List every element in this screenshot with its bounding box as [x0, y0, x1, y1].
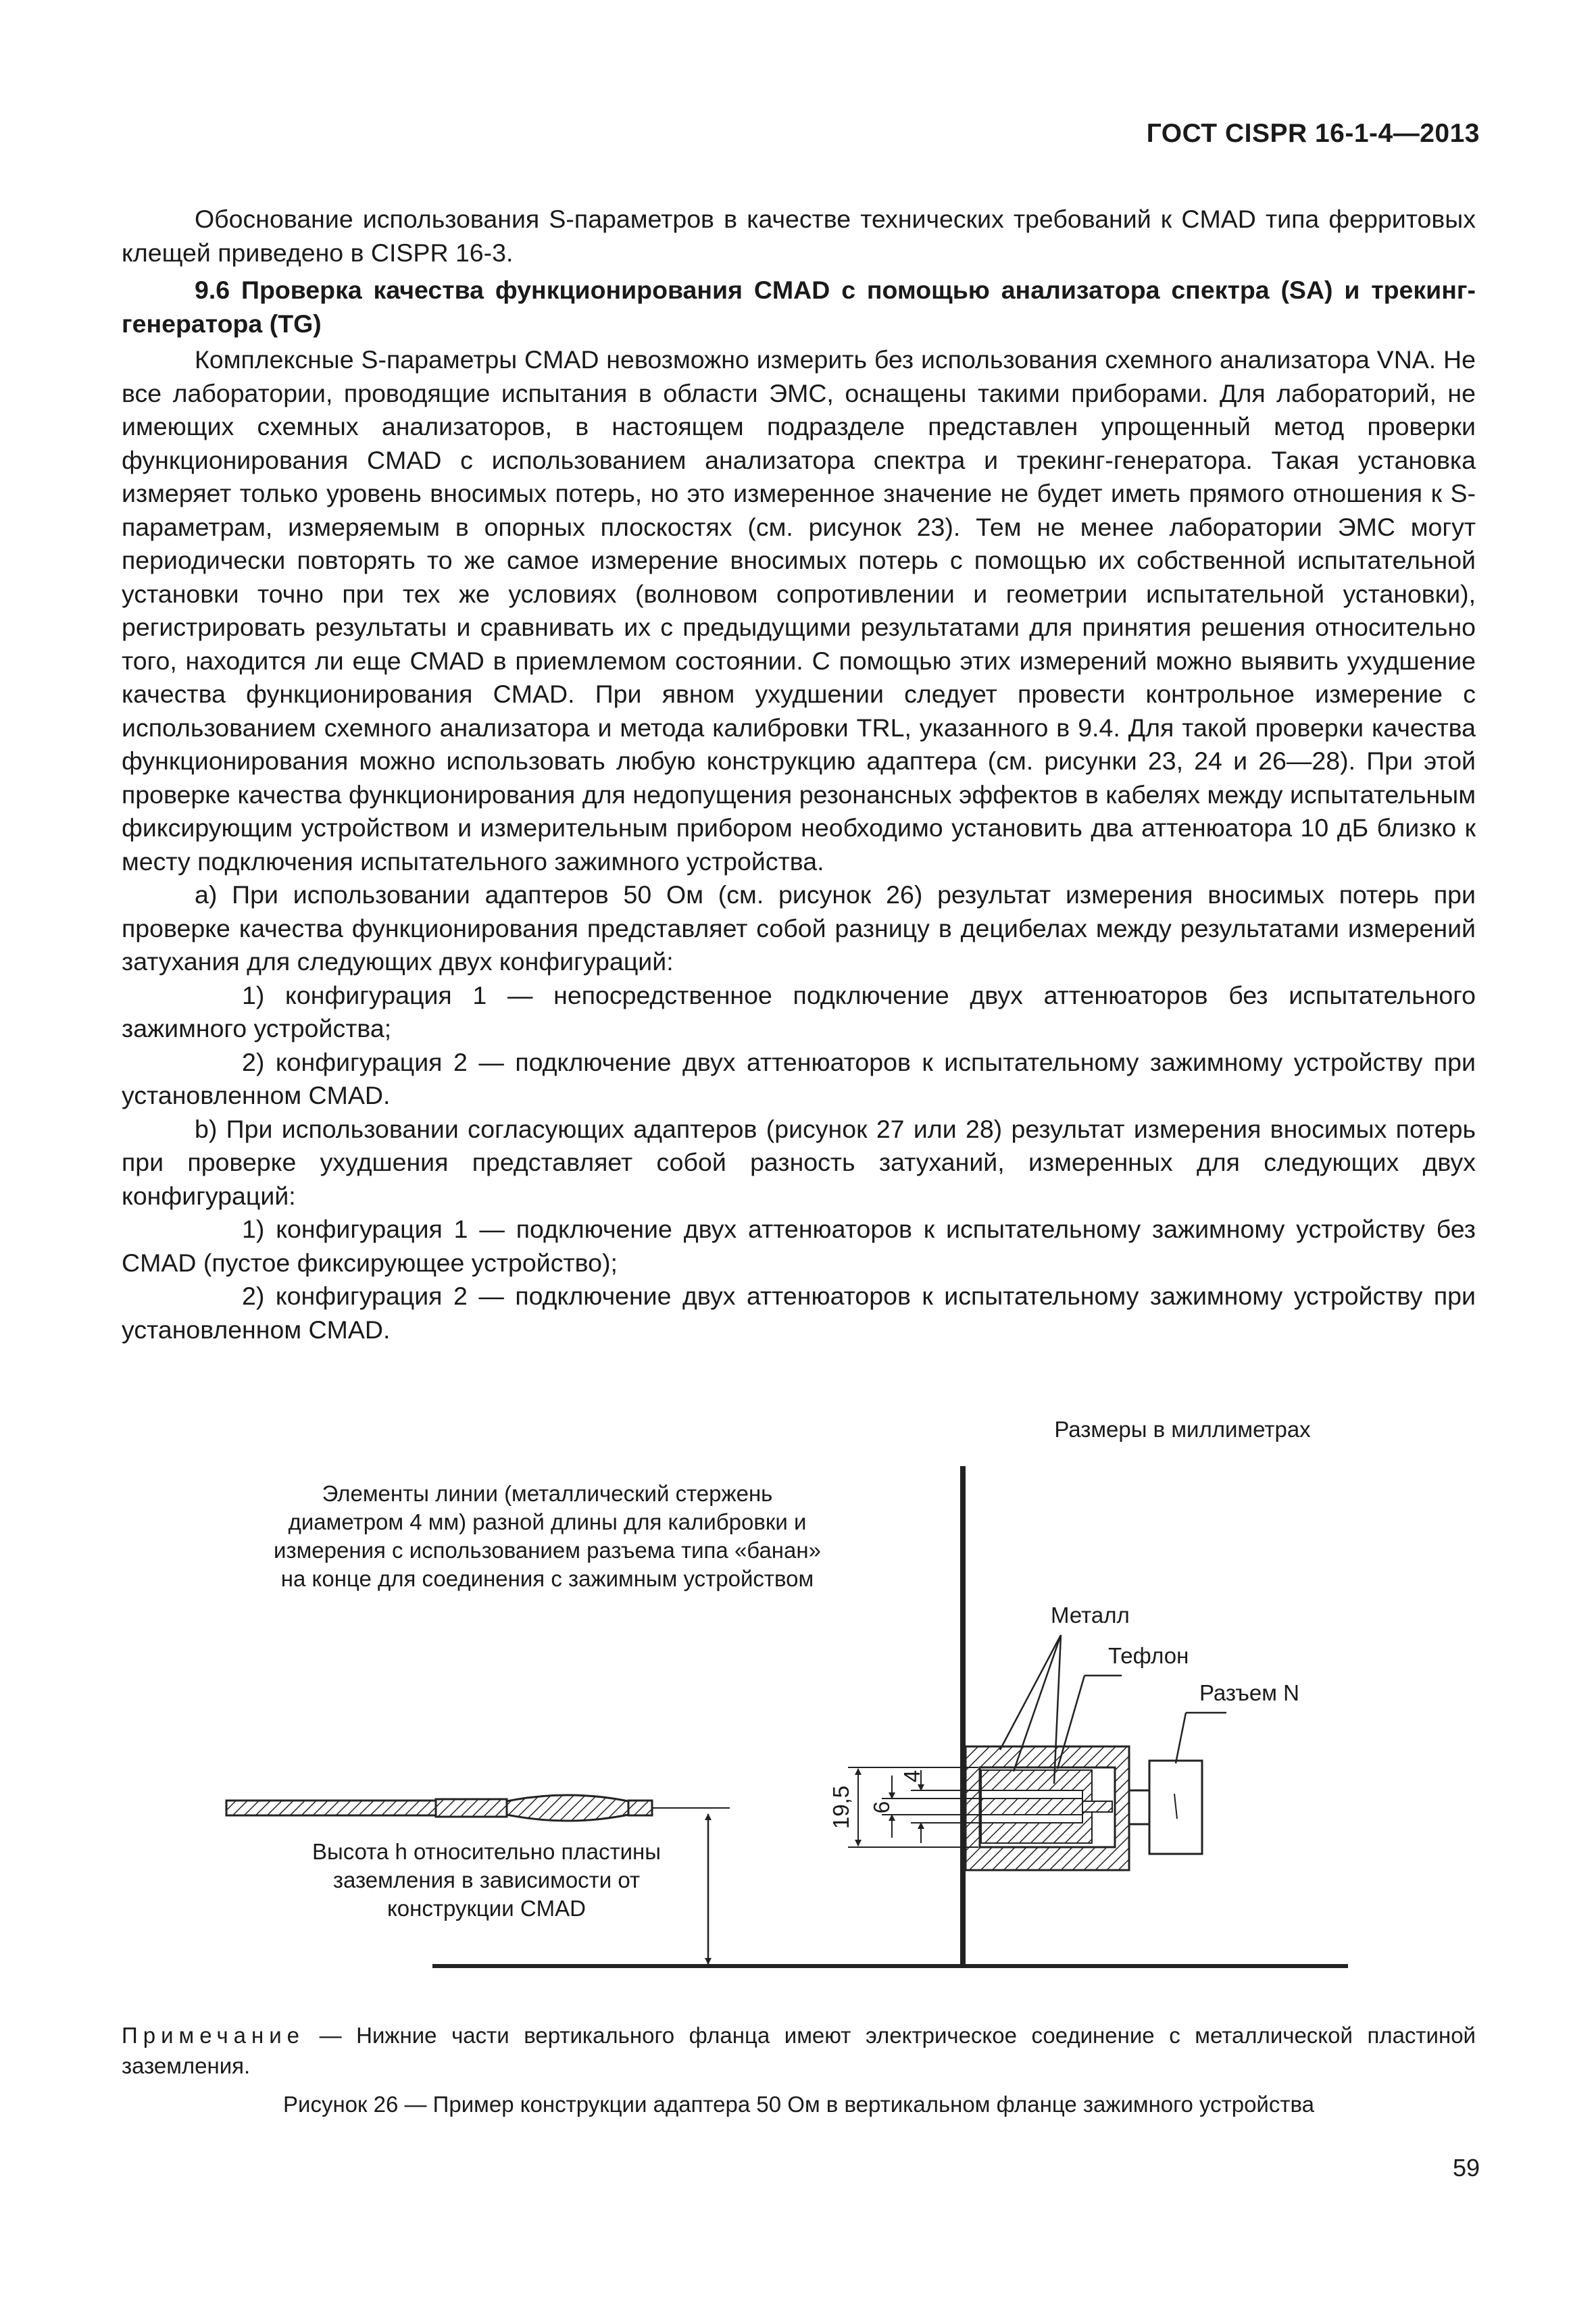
paragraph-b2: 2) конфигурация 2 — подключение двух аттенюаторов к испытательному зажимному устройству при установленном CMAD. — [122, 1282, 1476, 1344]
paragraph-a: a) При использовании адаптеров 50 Ом (см. рисунок 26) результат измерения вносимых потерь при проверке качества функционирования представляет собой разницу в децибелах между результатами измерений затухания для следующих двух конфигураций: — [122, 880, 1476, 976]
note-text: — Нижние части вертикального фланца имеют электрическое соединение с металлической пластиной заземления. — [122, 2023, 1476, 2078]
page-number: 59 — [1452, 2154, 1480, 2182]
paragraph-a2: 2) конфигурация 2 — подключение двух аттенюаторов к испытательному зажимному устройству при установленном CMAD. — [122, 1047, 1476, 1109]
dimensions-note: Размеры в миллиметрах — [1054, 1417, 1311, 1442]
figure-note — [122, 2020, 1476, 2081]
figure-26 — [0, 1405, 1596, 2000]
paragraph-a1: 1) конфигурация 1 — непосредственное подключение двух аттенюаторов без испытательного зажимного устройства; — [122, 980, 1476, 1042]
dimension-6: 6 — [869, 1801, 894, 1814]
adapter-body — [966, 1746, 1202, 1870]
label-height: Высота h относительно пластины заземления в зависимости от конструкции CMAD — [312, 1839, 661, 1921]
label-line-elements: Элементы линии (металлический стержень диаметром 4 мм) разной длины для калибровки и измерения с использованием разъема типа «банан» на конце для соединения с зажимным устройством — [274, 1481, 821, 1591]
paragraph-b1: 1) конфигурация 1 — подключение двух аттенюаторов к испытательному зажимному устройству без CMAD (пустое фиксирующее устройство); — [122, 1215, 1476, 1277]
paragraph-b: b) При использовании согласующих адаптеров (рисунок 27 или 28) результат измерения вносимых потерь при проверке ухудшения представляет собой разность затуханий, измеренных для следующих двух конфигураций: — [122, 1114, 1476, 1210]
dimension-19-5: 19,5 — [828, 1785, 853, 1830]
label-connector: Разъем N — [1199, 1680, 1299, 1705]
label-teflon: Тефлон — [1108, 1643, 1189, 1668]
label-metal: Металл — [1051, 1603, 1130, 1628]
document-code-header: ГОСТ CISPR 16-1-4—2013 — [1146, 119, 1480, 148]
figure-caption: Рисунок 26 — Пример конструкции адаптера 50 Ом в вертикальном фланце зажимного устройства — [283, 2092, 1314, 2117]
line-elements-rod — [226, 1795, 730, 1821]
note-prefix: Примечание — [122, 2023, 305, 2048]
section-heading: 9.6 Проверка качества функционирования CMAD с помощью анализатора спектра (SA) и трекинг-генератора (TG) — [122, 276, 1476, 338]
paragraph-main: Комплексные S-параметры CMAD невозможно измерить без использования схемного анализатора VNA. Не все лаборатории, проводящие испытания в области ЭМС, оснащены такими приборами. Для лабораторий, не имеющих схемных анализаторов, в настоящем подразделе представлен упрощенный метод проверки функционирования CMAD с использованием анализатора спектра и трекинг-генератора. Такая установка измеряет только уровень вносимых потерь, но это измеренное значение не будет иметь прямого отношения к S-параметрам, измеряемым в опорных плоскостях (см. рисунок 23). Тем не менее лаборатории ЭМС могут периодически повторять то же самое измерение вносимых потерь с помощью их собственной испытательной установки точно при тех же условиях (волновом сопротивлении и геометрии испытательной установки), регистрировать результаты и сравнивать их с предыдущими результатами для принятия решения относительно того, находится ли еще CMAD в приемлемом состоянии. С помощью этих измерений можно выявить ухудшение качества функционирования CMAD. При явном ухудшении следует провести контрольное измерение с использованием схемного анализатора и метода калибровки TRL, указанного в 9.4. Для такой проверки качества функционирования можно использовать любую конструкцию адаптера (см. рисунки 23, 24 и 26—28). При этой проверке качества функционирования для недопущения резонансных эффектов в кабелях между испытательным фиксирующим устройством и измерительным прибором необходимо установить два аттенюатора 10 дБ близко к месту подключения испытательного зажимного устройства. — [122, 345, 1476, 876]
dimension-4: 4 — [899, 1769, 924, 1783]
paragraph-intro: Обоснование использования S-параметров в качестве технических требований к CMAD типа ферритовых клещей приведено в CISPR 16-3. — [122, 205, 1476, 267]
body-text — [122, 203, 1476, 1347]
